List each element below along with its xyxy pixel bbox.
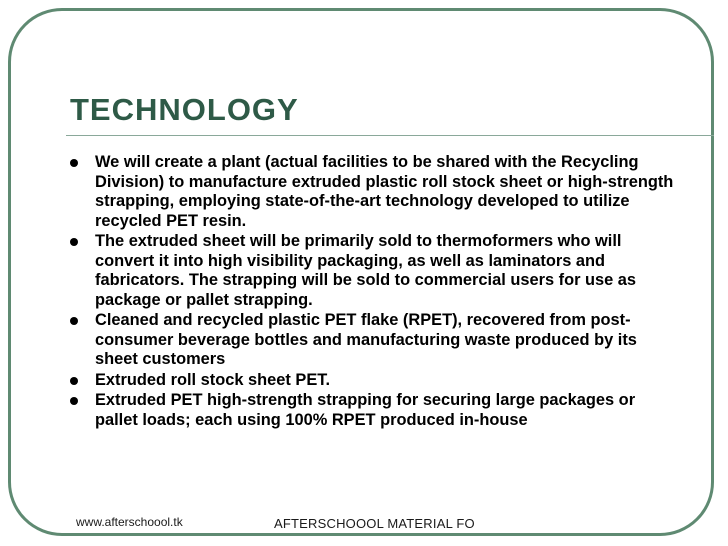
bullet-item bbox=[66, 153, 676, 231]
bullet-dot-icon bbox=[70, 317, 78, 325]
title-divider bbox=[66, 135, 714, 136]
bullet-text: Extruded roll stock sheet PET. bbox=[95, 370, 330, 389]
bullet-dot-icon bbox=[70, 377, 78, 385]
bullet-dot-icon bbox=[70, 238, 78, 246]
bullet-text: Cleaned and recycled plastic PET flake (RPET), recovered from post-consumer beverage bottles and manufacturing waste produced by its sheet customers bbox=[95, 311, 637, 368]
bullet-dot-icon bbox=[70, 159, 78, 167]
footer-text: AFTERSCHOOOL MATERIAL FO bbox=[274, 516, 475, 531]
bullet-item bbox=[66, 391, 676, 430]
bullet-dot-icon bbox=[70, 397, 78, 405]
slide-title: TECHNOLOGY bbox=[70, 92, 299, 127]
footer-url: www.afterschoool.tk bbox=[76, 515, 183, 529]
bullet-list bbox=[66, 153, 676, 431]
bullet-item bbox=[66, 311, 676, 370]
bullet-text: Extruded PET high-strength strapping for securing large packages or pallet loads; each using 100% RPET produced in-house bbox=[95, 391, 636, 429]
bullet-text: The extruded sheet will be primarily sold to thermoformers who will convert it into high visibility packaging, as well as laminators and fabricators. The strapping will be sold to commercial users for use as package or pallet strapping. bbox=[95, 232, 637, 309]
bullet-text: We will create a plant (actual facilities to be shared with the Recycling Division) to manufacture extruded plastic roll stock sheet or high-strength strapping, employing state-of-the-art technology developed to utilize recycled PET resin. bbox=[95, 153, 674, 230]
bullet-item bbox=[66, 371, 676, 391]
bullet-item bbox=[66, 232, 676, 310]
